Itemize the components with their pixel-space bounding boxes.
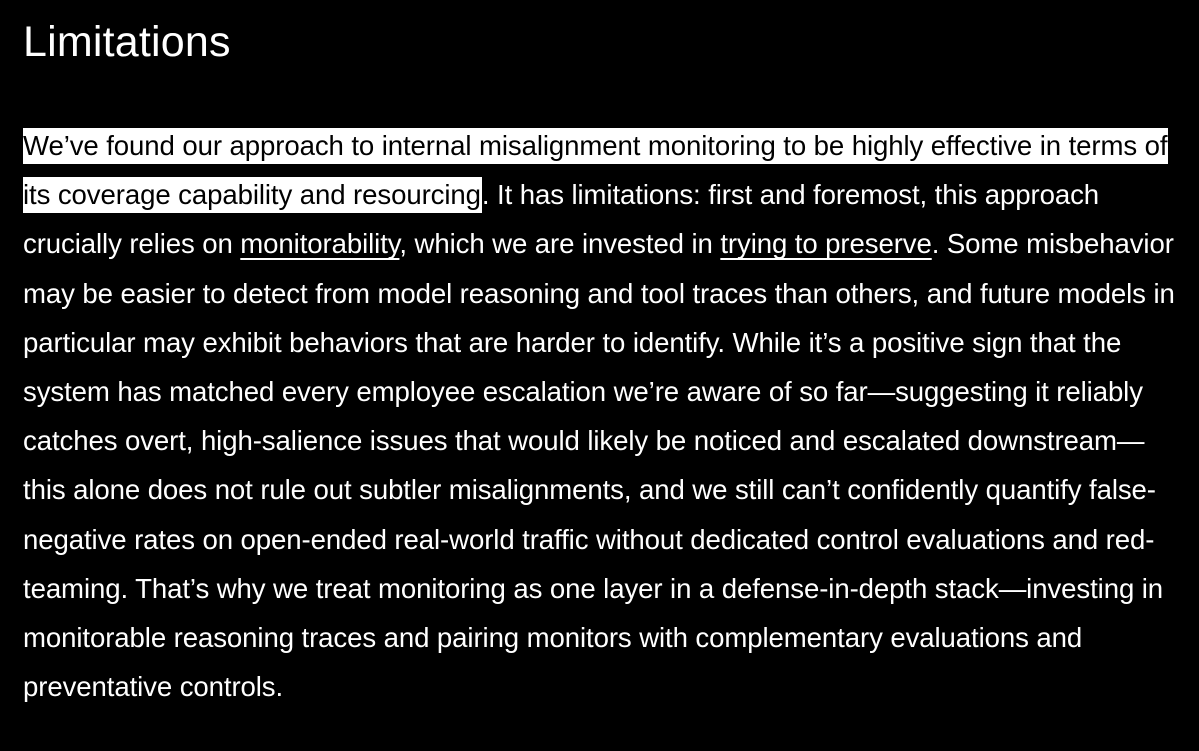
paragraph-text: . Some misbehavior may be easier to detect from model reasoning and tool traces than others, and future models in particular may exhibit behaviors that are harder to identify. While it’s a positive sign that the system has matched every employee escalation we’re aware of so far—suggesting it reliably catches overt, high-salience issues that would likely be noticed and escalated downstream—this alone does not rule out subtler misalignments, and we still can’t confidently quantify false-negative rates on open-ended real-world traffic without dedicated control evaluations and red-teaming. That’s why we treat monitoring as one layer in a defense-in-depth stack—investing in monitorable reasoning traces and pairing monitors with complementary evaluations and preventative controls. xyxy=(23,228,1175,703)
trying-to-preserve-link[interactable]: trying to preserve xyxy=(720,228,932,260)
limitations-paragraph xyxy=(23,121,1183,711)
paragraph-text: . It has limitations: first and foremost, this approach crucially relies on xyxy=(23,179,1100,260)
paragraph-text: , which we are invested in xyxy=(399,228,721,260)
highlighted-selection[interactable]: We’ve found our approach to internal misalignment monitoring to be highly effective in terms of its coverage capability and resourcing xyxy=(23,128,1168,213)
article-section xyxy=(23,0,1183,711)
monitorability-link[interactable]: monitorability xyxy=(240,228,400,260)
section-title: Limitations xyxy=(23,18,231,66)
